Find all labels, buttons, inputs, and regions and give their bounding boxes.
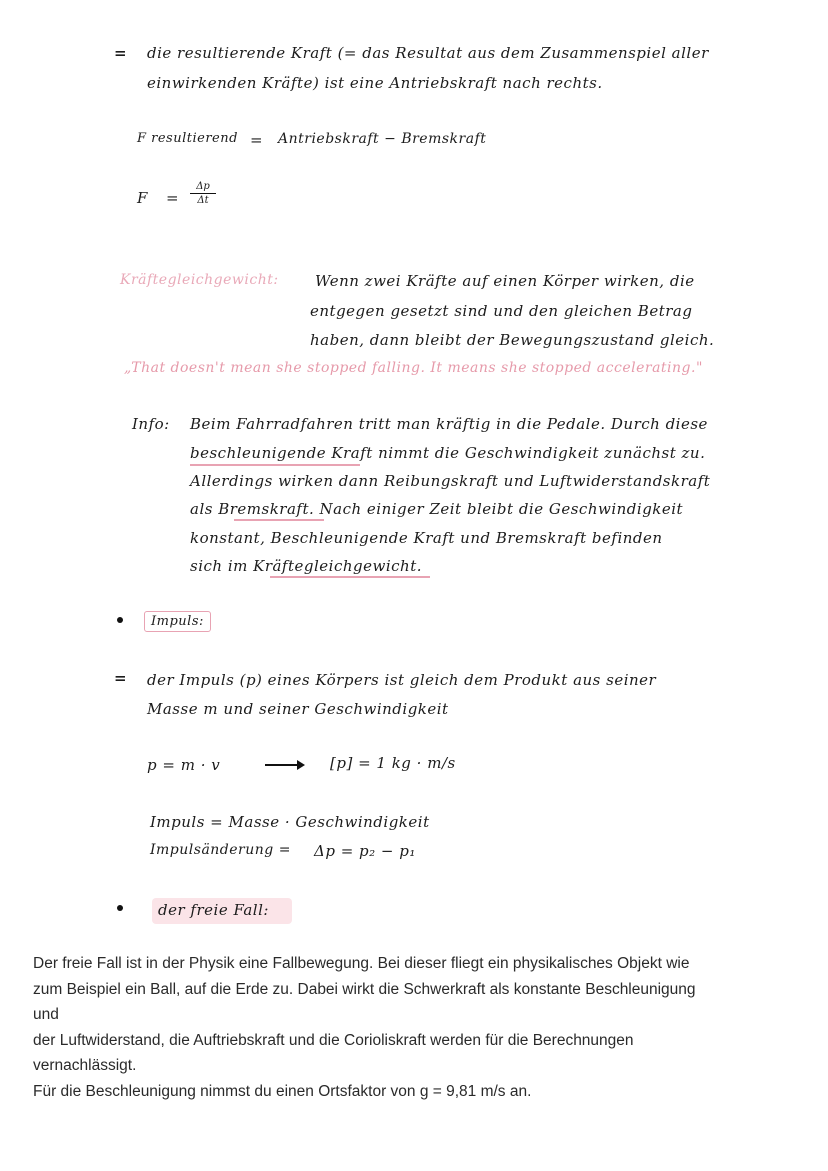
underline-kraeftegleichgewicht <box>270 576 430 578</box>
typed-line-4: der Luftwiderstand, die Auftriebskraft und die Corioliskraft werden für die Berechnungen <box>33 1031 634 1049</box>
kraeftegleichgewicht-line2: entgegen gesetzt sind und den gleichen Betrag <box>310 302 693 320</box>
fraction-denominator: Δt <box>197 195 209 206</box>
info-line3: Allerdings wirken dann Reibungskraft und Luftwiderstandskraft <box>190 472 711 490</box>
kraeftegleichgewicht-line1: Wenn zwei Kräfte auf einen Körper wirken, die <box>315 272 695 290</box>
formula-f-resultant-lhs: F resultierend <box>137 131 238 146</box>
typed-line-2: zum Beispiel ein Ball, auf die Erde zu. Dabei wirkt die Schwerkraft als konstante Beschleunigung <box>33 980 696 998</box>
underline-beschleunigende-kraft <box>190 464 360 466</box>
resultant-force-line2: einwirkenden Kräfte) ist eine Antriebskraft nach rechts. <box>147 74 603 92</box>
bullet-freier-fall <box>117 905 123 911</box>
typed-line-5: vernachlässigt. <box>33 1057 137 1074</box>
info-line2: beschleunigende Kraft nimmt die Geschwindigkeit zunächst zu. <box>190 444 706 462</box>
formula-f-lhs: F <box>137 189 148 207</box>
formula-f-resultant-rhs: Antriebskraft − Bremskraft <box>278 131 487 147</box>
fraction-bar <box>190 193 216 194</box>
impuls-word-formula: Impuls = Masse · Geschwindigkeit <box>150 813 430 831</box>
equals-mark: = <box>114 44 128 62</box>
kraeftegleichgewicht-label: Kräftegleichgewicht: <box>120 272 279 288</box>
impuls-line2: Masse m und seiner Geschwindigkeit <box>147 700 449 718</box>
info-line4: als Bremskraft. Nach einiger Zeit bleibt die Geschwindigkeit <box>190 500 684 518</box>
impuls-equals-mark: = <box>114 669 128 687</box>
kraeftegleichgewicht-line3: haben, dann bleibt der Bewegungszustand gleich. <box>310 331 715 349</box>
info-line1: Beim Fahrradfahren tritt man kräftig in die Pedale. Durch diese <box>190 415 708 433</box>
info-line5: konstant, Beschleunigende Kraft und Bremskraft befinden <box>190 529 663 547</box>
fraction-numerator: Δp <box>196 181 210 192</box>
typed-line-1: Der freie Fall ist in der Physik eine Fallbewegung. Bei dieser fliegt ein physikalisches Objekt wie <box>33 955 690 972</box>
freier-fall-description <box>33 951 803 1104</box>
resultant-force-line1: die resultierende Kraft (= das Resultat aus dem Zusammenspiel aller <box>147 44 709 62</box>
impuls-heading: Impuls: <box>144 611 211 632</box>
arrow-icon <box>265 764 303 766</box>
info-line6: sich im Kräftegleichgewicht. <box>190 557 422 575</box>
formula-f-eq: = <box>166 189 180 207</box>
info-label: Info: <box>132 415 170 433</box>
formula-f-resultant-eq: = <box>250 131 264 149</box>
bullet-impuls <box>117 617 123 623</box>
typed-line-3: und <box>33 1006 59 1023</box>
impuls-change-label: Impulsänderung = <box>150 842 291 858</box>
impuls-line1: der Impuls (p) eines Körpers ist gleich dem Produkt aus seiner <box>147 671 657 689</box>
movie-quote: „That doesn't mean she stopped falling. It means she stopped accelerating." <box>124 360 703 376</box>
impuls-formula: p = m · v <box>147 756 221 774</box>
impuls-unit: [p] = 1 kg · m/s <box>330 754 456 772</box>
formula-fraction <box>190 181 216 206</box>
impuls-change-formula: Δp = p₂ − p₁ <box>314 842 416 860</box>
typed-line-6: Für die Beschleunigung nimmst du einen Ortsfaktor von g = 9,81 m/s an. <box>33 1082 532 1100</box>
freier-fall-heading: der freie Fall: <box>158 901 269 919</box>
underline-bremskraft <box>234 519 324 521</box>
